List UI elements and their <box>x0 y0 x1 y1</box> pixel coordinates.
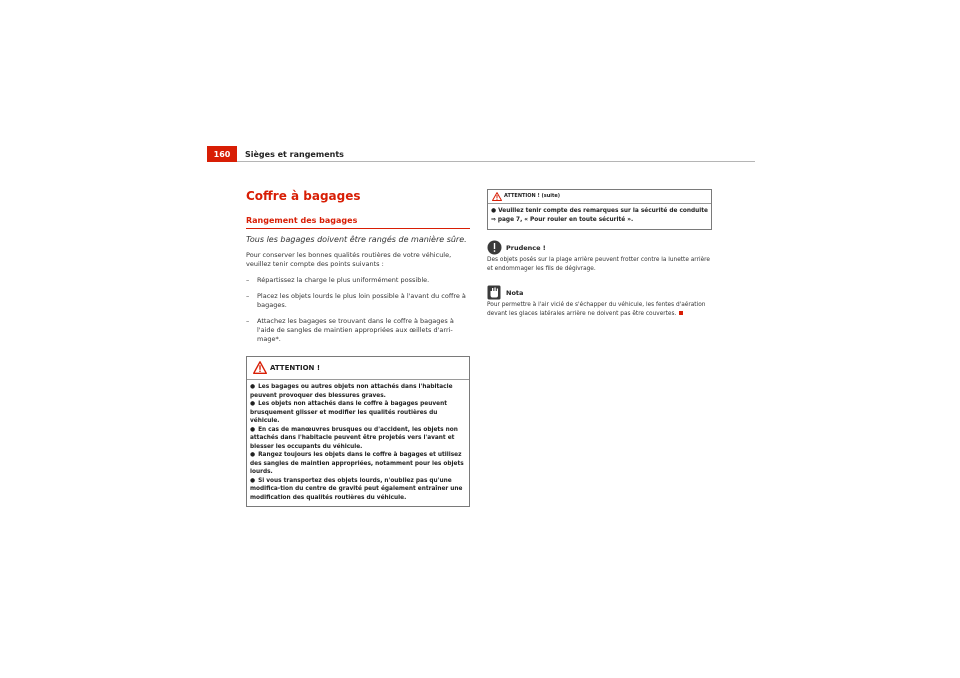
list-item <box>246 292 470 310</box>
warning-continued-title: ATTENTION ! (suite) <box>504 193 561 199</box>
page-reference-link[interactable]: ⇒ page 7, « Pour rouler en toute sécurité ». <box>491 216 634 223</box>
dash-marker: – <box>246 292 250 300</box>
lead-text: Tous les bagages doivent être rangés de manière sûre. <box>246 235 467 244</box>
warning-item-text: Veuillez tenir compte des remarques sur la sécurité de conduite <box>498 208 708 214</box>
warning-continued-header <box>488 190 711 204</box>
list-item <box>246 317 470 344</box>
warning-box <box>246 356 470 507</box>
info-note <box>487 285 712 318</box>
warning-item <box>250 400 467 426</box>
warning-item-text: Les bagages ou autres objets non attachés dans l'habitacle peuvent provoquer des blessures graves. <box>250 384 453 399</box>
bullet-icon: ● <box>250 401 256 407</box>
bullet-icon: ● <box>250 384 256 390</box>
section-subtitle: Rangement des bagages <box>246 216 358 225</box>
page-number: 160 <box>207 146 237 162</box>
note-text-block <box>487 301 712 318</box>
right-column <box>487 189 712 318</box>
warning-item-text: Si vous transportez des objets lourds, n'oubliez pas qu'une modifica-tion du centre de gravité peut également entraîner une modification des qualités routières du véhicule. <box>250 477 463 501</box>
bullet-icon: ● <box>250 426 256 433</box>
bullet-icon: ● <box>491 208 497 214</box>
intro-text: Pour conserver les bonnes qualités routières de votre véhicule, veuillez tenir compte des points suivants : <box>246 251 452 268</box>
warning-item-text: Les objets non attachés dans le coffre à bagages peuvent brusquement glisser et modifier les qualités routières du véhicule. <box>250 401 447 424</box>
list-item-text: Placez les objets lourds le plus loin possible à l'avant du coffre à bagages. <box>257 292 466 309</box>
list-item <box>246 276 470 285</box>
header-divider <box>237 161 755 162</box>
list-item-text: Attachez les bagages se trouvant dans le coffre à bagages à l'aide de sangles de maintien appropriées aux œillets d'arri-mage*. <box>257 317 454 343</box>
warning-item <box>250 477 467 503</box>
warning-item-text: En cas de manœuvres brusques ou d'accident, les objets non attachés dans l'habitacle peuvent être projetés vers l'avant et blesser les occupants du véhicule. <box>250 426 458 450</box>
warning-item <box>250 426 467 452</box>
page-header <box>207 146 755 162</box>
chapter-title: Sièges et rangements <box>245 150 344 159</box>
list-item-text: Répartissez la charge le plus uniformément possible. <box>257 276 430 284</box>
warning-item-text: Rangez toujours les objets dans le coffre à bagages et utilisez des sangles de maintien appropriées, notamment pour les objets lourds. <box>250 452 464 475</box>
warning-body <box>247 380 469 506</box>
warning-header <box>247 357 469 380</box>
dash-marker: – <box>246 276 250 284</box>
caution-title: Prudence ! <box>506 244 546 252</box>
warning-triangle-icon <box>253 361 267 374</box>
warning-triangle-icon <box>492 192 502 201</box>
warning-continued-body <box>488 204 711 229</box>
caution-text: Des objets posés sur la plage arrière peuvent frotter contre la lunette arrière et endommager les fils de dégivrage. <box>487 257 710 272</box>
bullet-icon: ● <box>250 452 256 458</box>
warning-item <box>491 207 708 216</box>
note-text: Pour permettre à l'air vicié de s'échapper du véhicule, les fentes d'aération devant les glaces latérales arrière ne doivent pas être couvertes. <box>487 302 706 317</box>
caution-note <box>487 240 712 273</box>
note-hand-icon <box>487 285 501 300</box>
bullet-icon: ● <box>250 477 256 484</box>
subtitle-divider <box>246 228 470 229</box>
note-title: Nota <box>506 289 524 297</box>
warning-continued-box <box>487 189 712 230</box>
end-of-section-marker <box>679 311 683 315</box>
warning-title: ATTENTION ! <box>270 364 321 372</box>
exclamation-circle-icon <box>487 240 502 255</box>
section-title: Coffre à bagages <box>246 189 361 203</box>
warning-item <box>250 451 467 477</box>
left-column <box>246 189 470 507</box>
dash-marker: – <box>246 317 250 325</box>
warning-item <box>250 383 467 400</box>
